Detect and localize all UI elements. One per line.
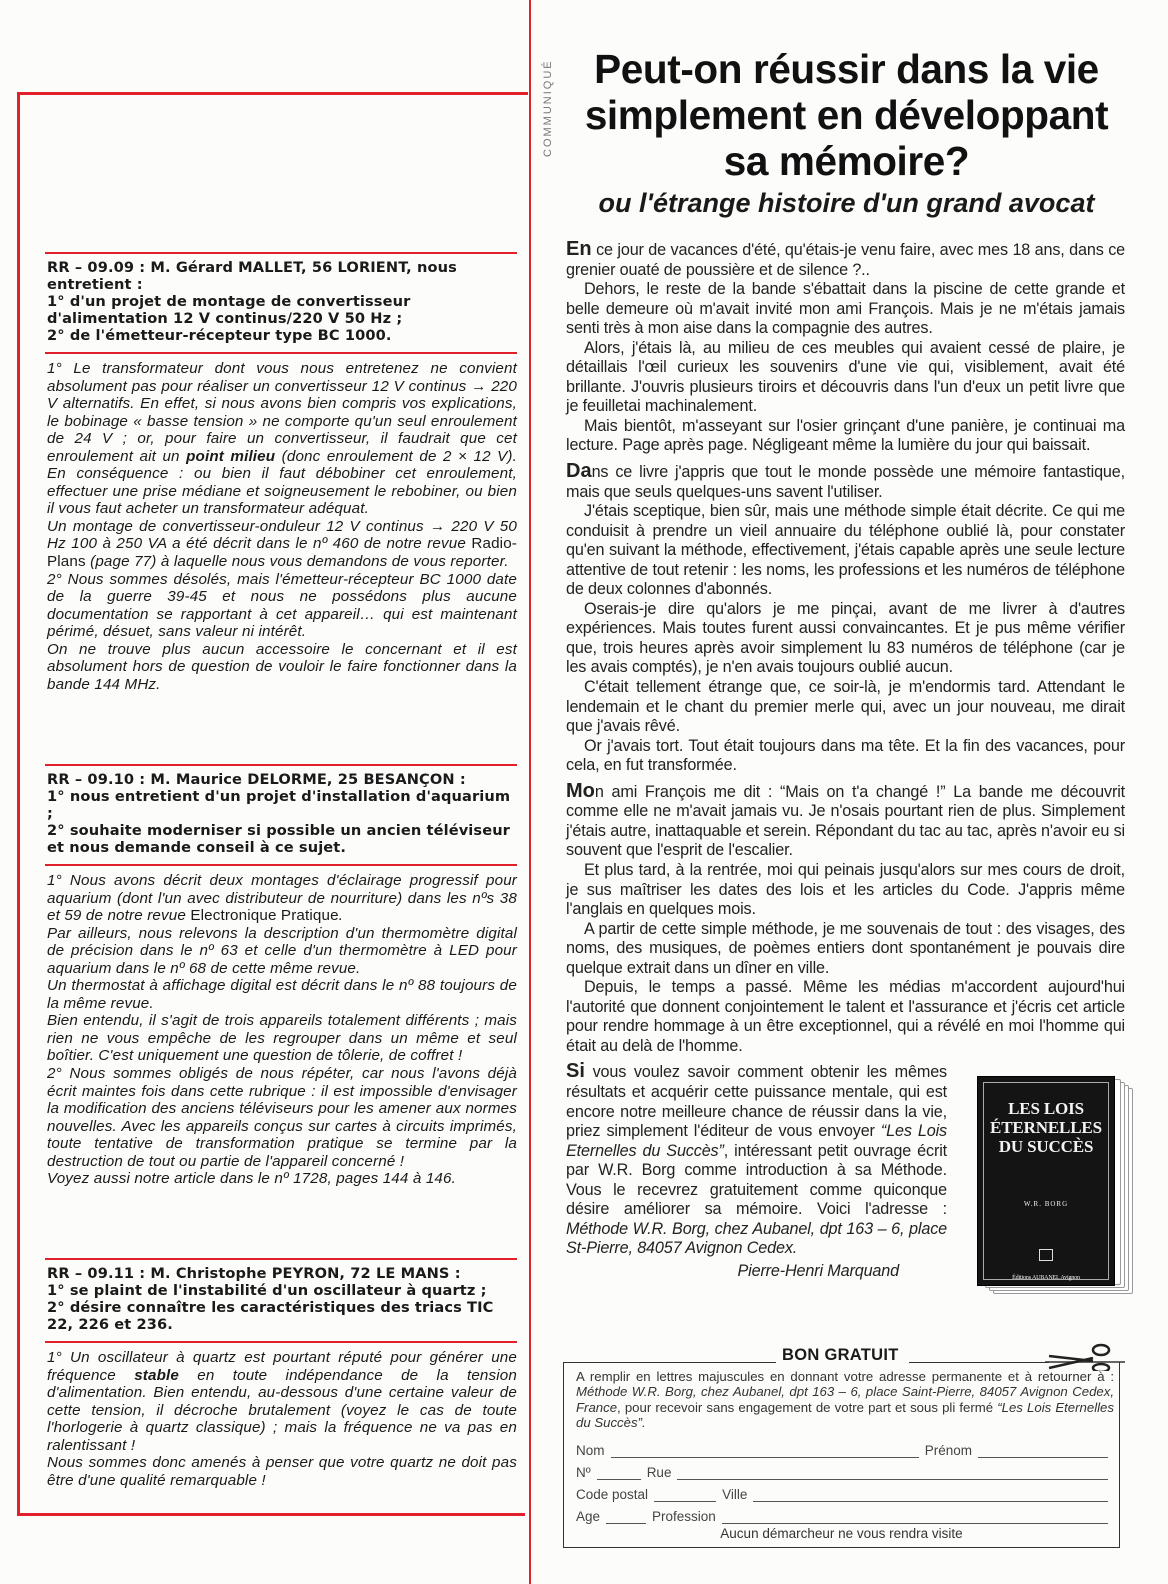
text-run: (donc enroulement de 2 × 12 V). En conséquence : ou bien il faut débobiner cet enroulement, effectuer une prise médiane et soigneusement le rebobiner, ou bien il vous faut acheter un transformateur adéquat.: [47, 447, 518, 518]
paragraph-text: Mais bientôt, m'asseyant sur l'osier grinçant d'une panière, je continuai ma lecture. Page après page. Négligeant même la lumière du jour qui baissait.: [566, 416, 1125, 455]
paragraph-text: J'étais sceptique, bien sûr, mais une méthode simple était décrite. Ce qui me conduisit à prendre un vieil annuaire du téléphone oublié là, pour constater qu'en suivant la méthode, effectivement, j'étais capable après une seule lecture attentive de tout retenir : les noms, les professions et les numéros de téléphone de deux colonnes d'abonnés.: [566, 502, 1125, 599]
code-postal-label: Code postal: [576, 1487, 649, 1502]
numero-label: Nº: [576, 1465, 591, 1480]
article-paragraph: [566, 737, 1125, 776]
answer-paragraph: [47, 1454, 517, 1489]
rue-field[interactable]: [677, 1468, 1108, 1480]
answer-paragraph: [47, 518, 517, 571]
column-divider: [529, 0, 531, 1584]
article-paragraph: [566, 417, 1125, 456]
frame-left-rule: [17, 92, 20, 1516]
nom-field[interactable]: [611, 1446, 919, 1458]
article-paragraph: [566, 861, 1125, 920]
profession-label: Profession: [652, 1509, 716, 1524]
paragraph-text: n ami François me dit : “Mais on t'a changé !” La bande me découvrit comme elle ne m'avait jamais vu. Je n'osais pourtant rien de plus. Simplement j'étais autre, inattaquable et serein. Répondant du tac au tac, après n'avoir eu si souvent que l'esprit de l'escalier.: [566, 782, 1125, 860]
paragraph-text: Depuis, le temps a passé. Même les médias m'accordent aujourd'hui l'autorité que donnent conjointement le talent et l'assurance et j'écris cet article pour rendre hommage à un être exceptionnel, qui a révélé en moi l'homme qui était au delà de l'homme.: [566, 978, 1125, 1055]
text-run: en toute indépendance de la tension d'alimentation. Bien entendu, au-dessous d'une certaine valeur de cette tension, il décroche brutalement (voyez le cas de toute l'horlogerie à quartz classique) ; mais la fréquence ne va pas en ralentissant !: [47, 1366, 517, 1454]
answer-paragraph: [47, 1065, 517, 1170]
header-line: 1° nous entretient d'un projet d'installation d'aquarium ;: [47, 788, 511, 822]
paragraph-text: ce jour de vacances d'été, qu'étais-je venu faire, avec mes 18 ans, dans ce grenier ouaté de poussière et de silence ?..: [566, 241, 1125, 279]
answer-paragraph: [47, 872, 517, 925]
title-line: Peut-on réussir dans la vie: [594, 46, 1099, 92]
header-line: 2° de l'émetteur-récepteur type BC 1000.: [47, 327, 392, 344]
rue-label: Rue: [646, 1465, 672, 1480]
prenom-field[interactable]: [978, 1446, 1108, 1458]
header-line: 1° se plaint de l'instabilité d'un oscillateur à quartz ;: [47, 1282, 487, 1299]
article-paragraph: [566, 678, 1125, 737]
text-run: Radio-Plans: [47, 535, 517, 571]
text-run: stable: [134, 1366, 179, 1384]
book-cover-image: [977, 1074, 1133, 1296]
article-subtitle: ou l'étrange histoire d'un grand avocat: [598, 188, 1095, 218]
book-publisher: Éditions AUBANEL Avignon: [1012, 1275, 1080, 1282]
reader-entry-1: [45, 252, 517, 693]
free-coupon-form: [563, 1362, 1120, 1548]
entry-header: [45, 254, 517, 352]
paragraph-text: Or j'avais tort. Tout était toujours dans ma tête. Et la fin des vacances, pour cela, en fut transformée.: [566, 736, 1125, 775]
paragraph-text: Dehors, le reste de la bande s'ébattait dans la piscine de cette grande et belle demeure où m'avait invité mon ami François. Mais je ne m'étais jamais senti très à mon aise dans la compagnie des autres.: [566, 280, 1125, 338]
text-run: Un thermostat à affichage digital est décrit dans le nº 88 toujours de la même revue.: [47, 977, 517, 1012]
reader-entry-2: [45, 764, 517, 1188]
header-line: 2° désire connaître les caractéristiques des triacs TIC 22, 226 et 236.: [47, 1299, 494, 1333]
paragraph-text: A partir de cette simple méthode, je me souvenais de tout : des visages, des noms, des musiques, de poèmes entiers dont spontanément je pouvais dire quelque extrait dans un dîner en ville.: [566, 919, 1125, 977]
article-paragraph: [566, 920, 1125, 979]
header-line: RR – 09.09 : M. Gérard MALLET, 56 LORIENT, nous entretient :: [47, 259, 457, 293]
text-run: Nous sommes donc amenés à penser que votre quartz ne doit pas être d'une qualité remarquable !: [47, 1454, 517, 1489]
header-line: 2° souhaite moderniser si possible un ancien téléviseur et nous demande conseil à ce sujet.: [47, 822, 510, 856]
ville-field[interactable]: [753, 1490, 1108, 1502]
text-run: 1° Nous avons décrit deux montages d'éclairage progressif pour aquarium (dont l'un avec distributeur de nourriture) dans les nºs 38 et 59 de notre revue: [47, 872, 517, 925]
article-paragraph: [566, 240, 1125, 280]
answer-paragraph: [47, 977, 517, 1012]
book-author: W.R. BORG: [1023, 1200, 1069, 1209]
entry-header: [45, 766, 517, 864]
paragraph-text: Et plus tard, à la rentrée, moi qui peinais jusqu'alors sur mes cours de droit, je sus maîtriser les dates des lois et les articles du Code. J'appris même l'anglais en quelques mois.: [566, 860, 1125, 919]
article-paragraph: [566, 339, 1125, 417]
text-run: .: [338, 907, 344, 925]
answer-paragraph: [47, 1170, 517, 1188]
coupon-title: BON GRATUIT: [782, 1346, 899, 1364]
text-run: 2° Nous sommes obligés de nous répéter, car nous l'avons déjà écrit maintes fois dans cette rubrique : il est impossible d'envisager la modification des anciens téléviseurs pour les amener aux normes nouvelles. Avec les appareils conçus sur cartes à circuits imprimés, toute tentative de transformation pratique se termine par la destruction de tout ou partie de l'appareil concerné !: [47, 1065, 517, 1170]
text-run: 1° Un oscillateur à quartz est pourtant réputé pour générer une fréquence: [47, 1349, 517, 1384]
title-line: sa mémoire?: [723, 138, 970, 184]
text-run: Voyez aussi notre article dans le nº 1728, pages 144 à 146.: [47, 1170, 456, 1188]
frame-bottom-rule: [17, 1513, 525, 1516]
article-paragraph: [566, 280, 1125, 339]
header-line: RR – 09.11 : M. Christophe PEYRON, 72 LE MANS :: [47, 1265, 461, 1282]
age-label: Age: [576, 1509, 601, 1524]
coupon-instructions: A remplir en lettres majuscules en donnant votre adresse permanente et à retourner à : Méthode W.R. Borg, chez Aubanel, dpt 163 – 6, place Saint-Pierre, 84057 Avignon Cedex, France, pour recevoir sans engagement de votre part et sous pli fermé “Les Lois Eternelles du Succès”.: [576, 1369, 1114, 1431]
header-line: RR – 09.10 : M. Maurice DELORME, 25 BESANÇON :: [47, 771, 466, 788]
article-paragraph: [566, 978, 1125, 1056]
publisher-logo-icon: [1039, 1249, 1053, 1261]
article-body: [566, 234, 1125, 1296]
code-postal-field[interactable]: [654, 1490, 716, 1502]
text-run: point milieu: [186, 447, 276, 465]
numero-field[interactable]: [597, 1468, 641, 1480]
text-run: Un montage de convertisseur-onduleur 12 V continus → 220 V 50 Hz 100 à 250 VA a été décrit dans le nº 460 de notre revue: [47, 517, 517, 553]
article-paragraph: [566, 502, 1125, 600]
paragraph-text: ns ce livre j'appris que tout le monde possède une mémoire fantastique, mais que seuls quelques-uns savent l'utiliser.: [566, 463, 1125, 501]
article-title: [566, 46, 1127, 184]
article-paragraph: [566, 600, 1125, 678]
answer-paragraph: [47, 1012, 517, 1065]
ville-label: Ville: [722, 1487, 748, 1502]
nom-label: Nom: [576, 1443, 605, 1458]
paragraph-text: Alors, j'étais là, au milieu de ces meubles qui avaient cessé de plaire, je détaillais l'œil curieux les souvenirs d'une vie qui, visiblement, avait été brillante. J'ouvris plusieurs tiroirs et découvris dans l'un d'eux un petit livre que je feuilletai machinalement.: [566, 338, 1125, 416]
book-title: LES LOIS ÉTERNELLES DU SUCCÈS: [990, 1099, 1102, 1157]
text-run: Par ailleurs, nous relevons la description d'un thermomètre digital de précision dans le nº 63 et celle d'un thermomètre à LED pour aquarium dans le nº 68 de cette même revue.: [47, 924, 517, 977]
reader-entry-3: [45, 1258, 517, 1489]
article-paragraph: [566, 779, 1125, 861]
title-line: simplement en développant: [584, 92, 1109, 138]
initial-letters: En: [566, 238, 592, 260]
answer-paragraph: [47, 925, 517, 978]
entry-answer: [45, 1343, 517, 1489]
answer-paragraph: [47, 571, 517, 641]
text-run: 1° Le transformateur dont vous nous entretenez ne convient absolument pas pour réaliser un convertisseur 12 V continus → 220 V alternatifs. En effet, si nous avons bien compris vos explications, le bobinage « basse tension » ne comporte qu'un seul enroulement de 24 V ; or, pour faire un convertisseur, il faudrait que cet enroulement ait un: [47, 360, 517, 465]
article-paragraph: [566, 462, 1125, 502]
text-run: Electronique Pratique: [190, 907, 339, 925]
answer-paragraph: [47, 1349, 517, 1454]
closing-paragraph: LES LOIS ÉTERNELLES DU SUCCÈS W.R. BORG Éditions AUBANEL Avignon Si vous voulez savoir comment obtenir les mêmes résultats et acquérir cette puissance mentale, qui est encore notre meilleure chance de réussir dans la vie, priez simplement l'éditeur de vous envoyer “Les Lois Eternelles du Succès”, intéressant petit ouvrage écrit par W.R. Borg comme introduction à sa Méthode. Vous le recevrez gratuitement comme quiconque désire améliorer sa mémoire. Voici l'adresse : Méthode W.R. Borg, chez Aubanel, dpt 163 – 6, place St-Pierre, 84057 Avignon Cedex.: [566, 1062, 1125, 1258]
text-run: (page 77) à laquelle nous vous demandons de vous reporter.: [85, 553, 509, 571]
prenom-label: Prénom: [924, 1443, 972, 1458]
initial-letters: Mo: [566, 779, 595, 802]
header-line: 1° d'un projet de montage de convertisseur d'alimentation 12 V continus/220 V 50 Hz ;: [47, 293, 411, 327]
paragraph-text: Oserais-je dire qu'alors je me pinçai, avant de me livrer à d'autres expériences. Mais toutes furent aussi convaincantes. Et je pus même vérifier que, trois heures après avoir simplement lu 83 numéros de téléphone (car je les avais comptés), je n'en avais toujours oublié aucun.: [566, 599, 1125, 677]
signature: Pierre-Henri Marquand: [737, 1261, 899, 1280]
frame-top-rule: [18, 92, 528, 95]
answer-paragraph: [47, 641, 517, 694]
answer-paragraph: [47, 360, 517, 518]
profession-field[interactable]: [722, 1512, 1108, 1524]
paragraph-text: C'était tellement étrange que, ce soir-là, je m'endormis tard. Attendant le lendemain et le chant du premier merle qui, avec un jour nouveau, me dirait que j'avais rêvé.: [566, 678, 1125, 736]
initial-letters: Da: [566, 460, 592, 483]
text-run: Bien entendu, il s'agit de trois appareils totalement différents ; mais rien ne vous empêche de les regrouper dans un même et seul boîtier. C'est uniquement une question de tôlerie, de coffret !: [47, 1012, 517, 1065]
age-field[interactable]: [606, 1512, 646, 1524]
entry-header: [45, 1260, 517, 1341]
article-paragraphs: [566, 240, 1125, 1056]
text-run: 2° Nous sommes désolés, mais l'émetteur-récepteur BC 1000 date de la guerre 39-45 et nous ne possédons plus aucune documentation se rapportant à cet appareil… qui est maintenant périmé, désuet, sans valeur ni intérêt.: [47, 570, 517, 641]
text-run: On ne trouve plus aucun accessoire le concernant et il est absolument hors de question de vouloir le faire fonctionner dans la bande 144 MHz.: [47, 640, 517, 693]
communique-label: COMMUNIQUÉ: [542, 59, 554, 157]
entry-answer: [45, 354, 517, 693]
coupon-footer: Aucun démarcheur ne vous rendra visite: [720, 1526, 963, 1541]
entry-answer: [45, 866, 517, 1188]
